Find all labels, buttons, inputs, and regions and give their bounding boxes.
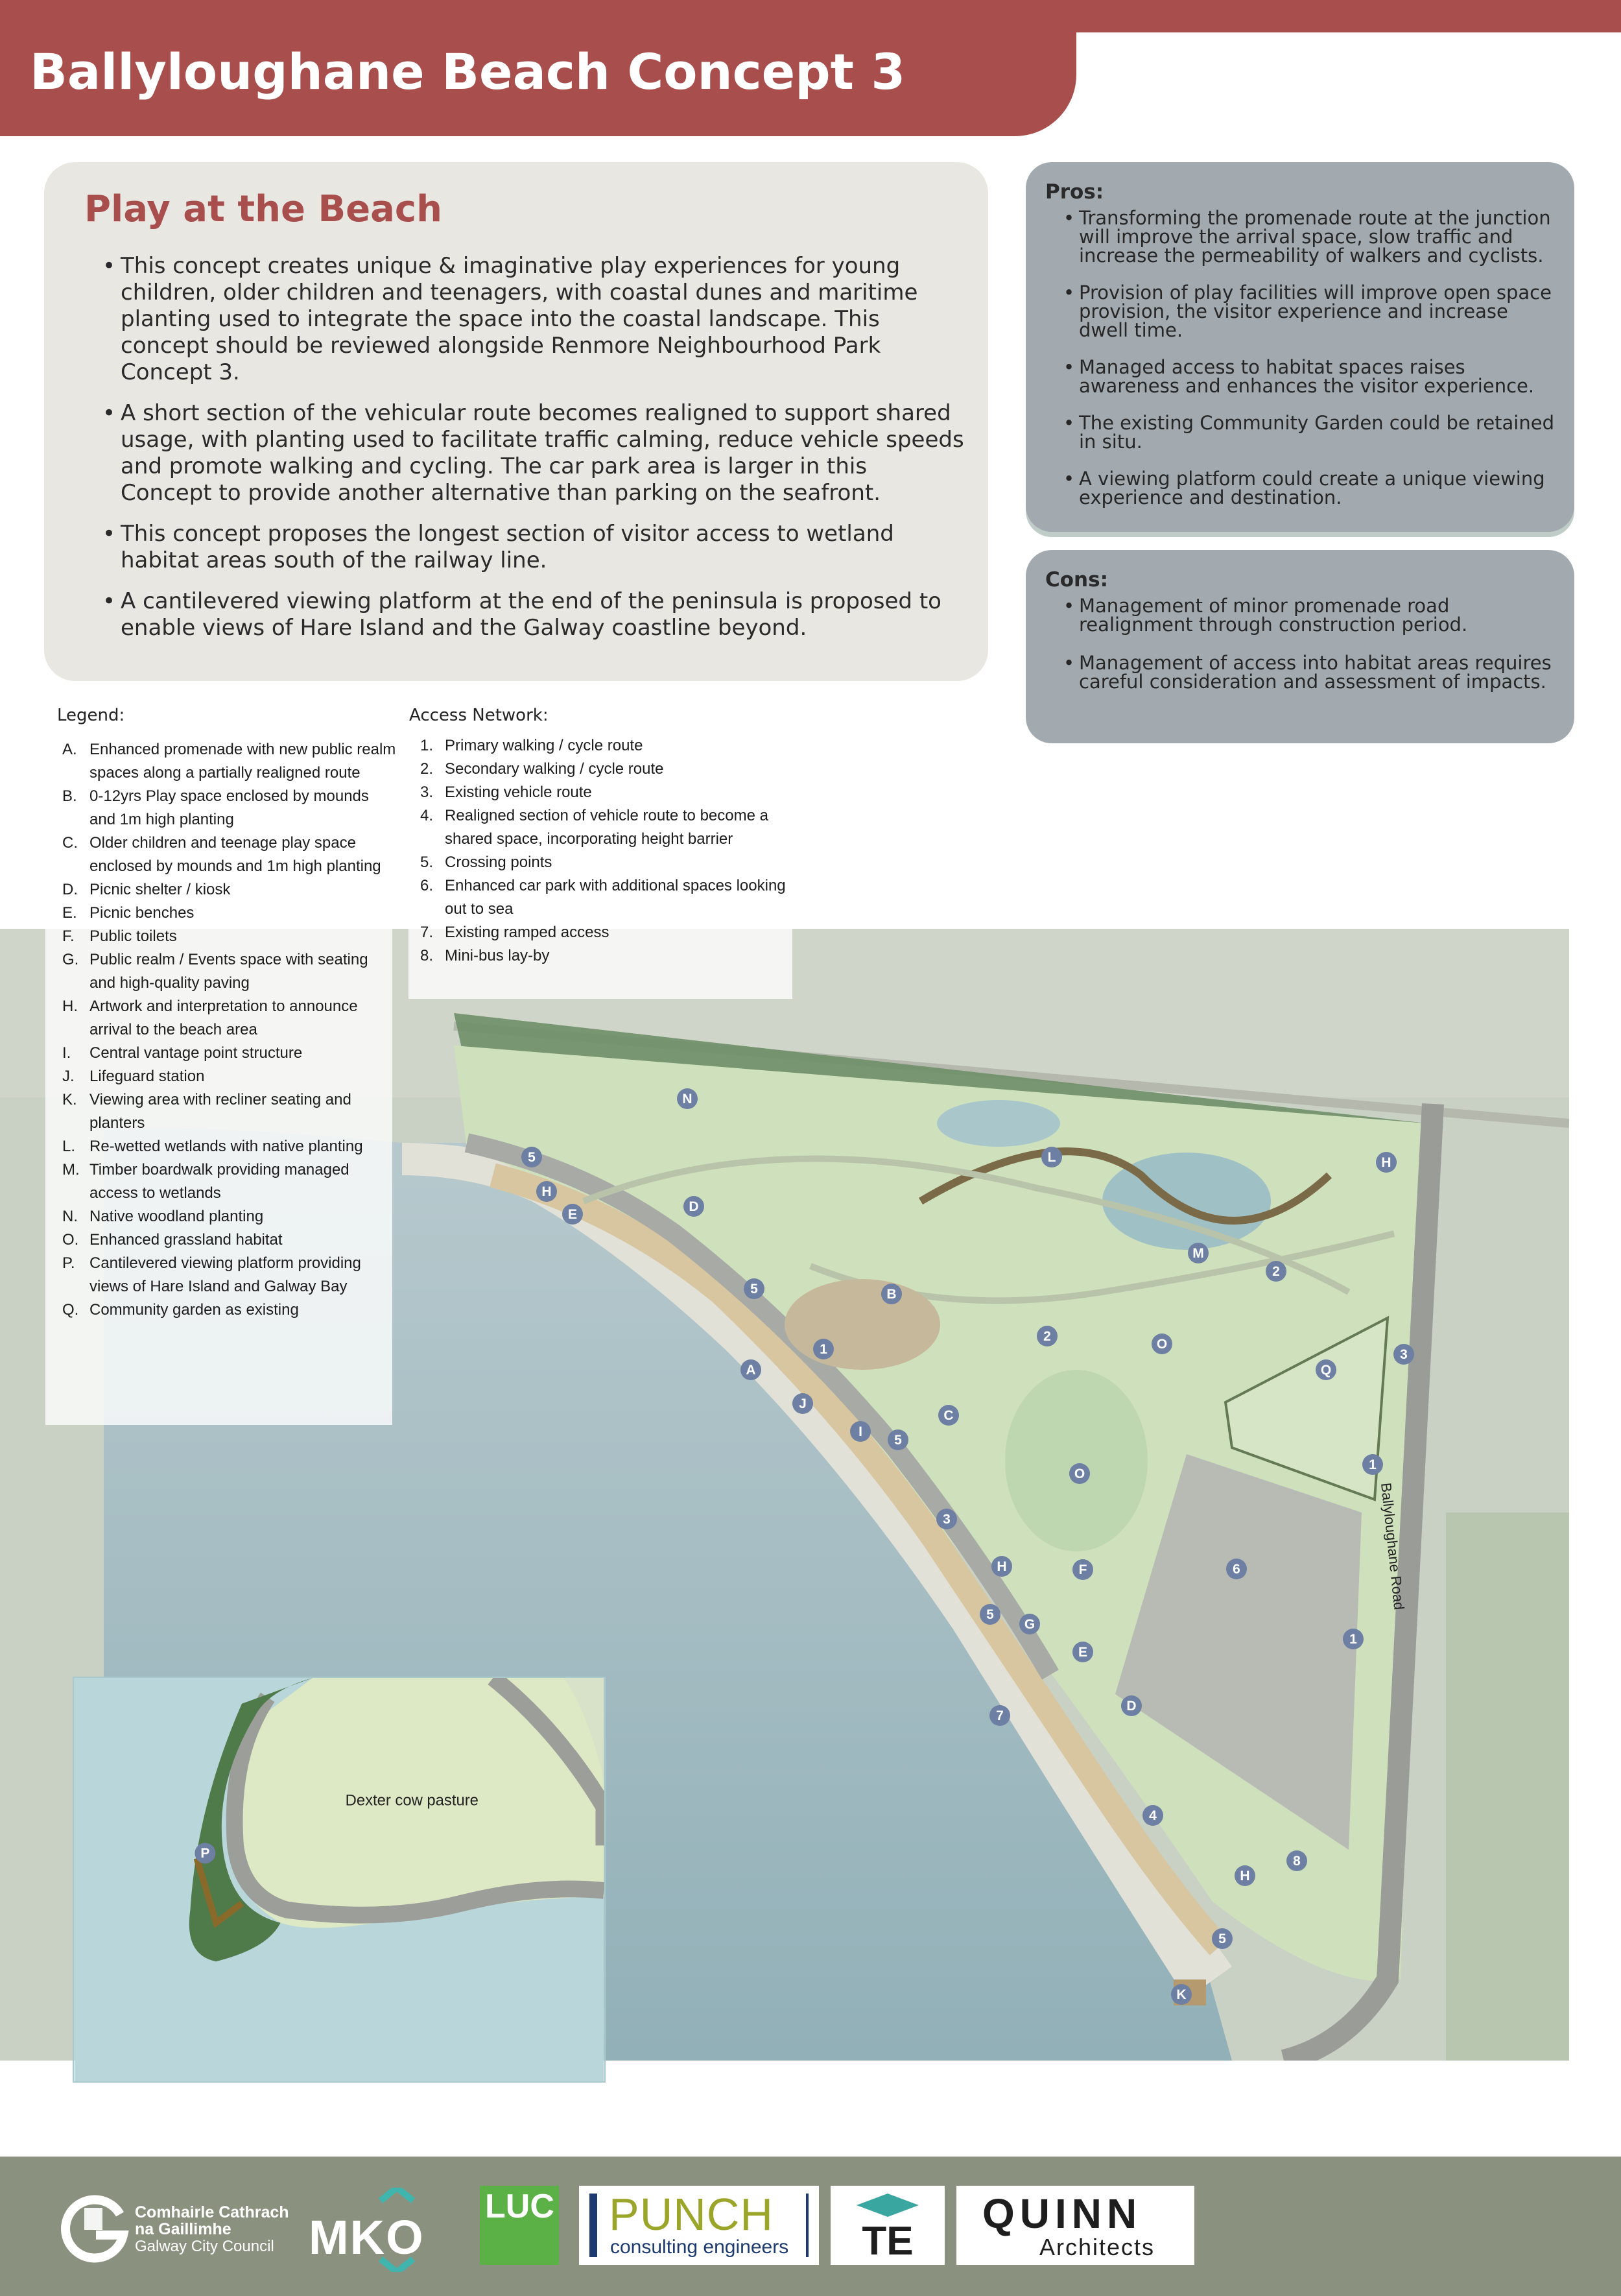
marker-h2 [1376, 1152, 1397, 1173]
svg-text:5: 5 [894, 1433, 902, 1448]
access-item [420, 851, 796, 874]
access-key: 5. [420, 854, 434, 871]
legend-text: Picnic shelter / kiosk [89, 881, 231, 898]
marker-j [792, 1393, 813, 1414]
marker-d1 [683, 1196, 704, 1217]
svg-text:N: N [682, 1092, 692, 1106]
cons-item: • Management of access into habitat areas requires careful consideration and assessment of impacts. [1063, 654, 1556, 691]
svg-text:5: 5 [986, 1607, 994, 1622]
access-text: Enhanced car park with additional spaces looking out to sea [445, 877, 786, 918]
legend-text: Timber boardwalk providing managed access to wetlands [89, 1161, 349, 1202]
marker-e1 [562, 1204, 583, 1225]
marker-o1 [1152, 1333, 1172, 1354]
gcc-sub: Galway City Council [135, 2238, 274, 2255]
legend-item [62, 1298, 396, 1322]
legend-item [62, 1252, 396, 1298]
pros-item: • The existing Community Garden could be retained in situ. [1063, 414, 1556, 451]
svg-text:1: 1 [1349, 1632, 1357, 1647]
marker-h3 [991, 1556, 1012, 1577]
marker-m [1188, 1243, 1209, 1263]
quinn-sub: Architects [1039, 2234, 1155, 2260]
pros-item: • Transforming the promenade route at the junction will improve the arrival space, slow traffic and increase the permeability of walkers and cyclists. [1063, 209, 1556, 265]
legend-item [62, 1135, 396, 1158]
legend-item [62, 1228, 396, 1252]
access-key: 6. [420, 877, 434, 894]
svg-text:L: L [1047, 1150, 1056, 1165]
road-label: Ballyloughane Road [1378, 1481, 1408, 1611]
legend-key: F. [62, 927, 75, 945]
legend-key: C. [62, 834, 78, 852]
punch-sub: consulting engineers [610, 2236, 789, 2258]
legend-item [62, 785, 396, 831]
marker-3b [1393, 1344, 1414, 1365]
intro-bullet: • A cantilevered viewing platform at the end of the peninsula is proposed to enable views of Hare Island and the Galway coastline beyond. [102, 588, 965, 641]
pros-item: • A viewing platform could create a unique viewing experience and destination. [1063, 470, 1556, 507]
legend-item [62, 1205, 396, 1228]
gcc-name: Comhairle Cathrach na Gaillimhe [135, 2203, 289, 2238]
svg-text:P: P [200, 1846, 210, 1861]
intro-bullet-list [102, 253, 965, 656]
legend-key: K. [62, 1091, 77, 1108]
access-key: 3. [420, 783, 434, 801]
legend-key: L. [62, 1138, 76, 1155]
legend-text: Enhanced grassland habitat [89, 1231, 283, 1249]
gcc-emblem-icon [58, 2195, 130, 2266]
svg-text:1: 1 [1369, 1457, 1377, 1472]
marker-3a [936, 1509, 957, 1529]
legend-key: G. [62, 951, 79, 968]
access-key: 2. [420, 760, 434, 778]
access-item [420, 734, 796, 758]
svg-text:O: O [1156, 1337, 1168, 1352]
svg-text:B: B [886, 1287, 897, 1302]
access-text: Existing vehicle route [445, 783, 592, 801]
inset-label: Dexter cow pasture [345, 1791, 479, 1810]
marker-5d [980, 1604, 1000, 1625]
legend-key: E. [62, 904, 77, 922]
marker-4 [1142, 1805, 1163, 1826]
marker-d2 [1121, 1695, 1142, 1716]
legend-item [62, 1158, 396, 1205]
luc-text: LUC [485, 2188, 554, 2225]
svg-text:2: 2 [1043, 1329, 1051, 1344]
marker-5e [1212, 1928, 1233, 1949]
quinn-architects-logo [956, 2186, 1194, 2265]
inset-map [73, 1677, 606, 2083]
svg-text:5: 5 [528, 1150, 536, 1165]
marker-p [195, 1843, 215, 1863]
legend-item [62, 738, 396, 785]
svg-text:H: H [1381, 1155, 1391, 1170]
legend-list [62, 738, 396, 1322]
marker-g [1019, 1614, 1040, 1634]
legend-key: N. [62, 1208, 78, 1225]
marker-h1 [536, 1181, 557, 1202]
legend-text: Enhanced promenade with new public realm spaces along a partially realigned route [89, 741, 396, 782]
access-key: 8. [420, 947, 434, 964]
svg-text:F: F [1078, 1562, 1087, 1577]
page-title: Ballyloughane Beach Concept 3 [30, 43, 906, 101]
legend-text: 0-12yrs Play space enclosed by mounds and 1m high planting [89, 787, 369, 828]
legend-key: D. [62, 881, 78, 898]
access-item [420, 921, 796, 944]
svg-text:3: 3 [1400, 1347, 1408, 1362]
svg-text:7: 7 [996, 1708, 1004, 1723]
svg-text:G: G [1024, 1617, 1035, 1632]
legend-text: Public toilets [89, 927, 177, 945]
marker-1a [813, 1339, 834, 1359]
svg-text:C: C [943, 1408, 954, 1423]
luc-logo [480, 2186, 559, 2265]
svg-text:1: 1 [820, 1342, 827, 1357]
grassland-area [1005, 1370, 1148, 1551]
access-item [420, 944, 796, 968]
svg-text:A: A [746, 1363, 756, 1378]
te-logo [831, 2186, 945, 2265]
legend-text: Older children and teenage play space enclosed by mounds and 1m high planting [89, 834, 381, 875]
punch-right-bar [806, 2194, 809, 2257]
access-text: Secondary walking / cycle route [445, 760, 664, 778]
access-key: 1. [420, 737, 434, 754]
punch-word: PUNCH [609, 2189, 774, 2240]
pros-item: • Managed access to habitat spaces raises awareness and enhances the visitor experience. [1063, 358, 1556, 396]
marker-n [677, 1088, 698, 1109]
legend-key: O. [62, 1231, 79, 1249]
marker-o2 [1069, 1463, 1090, 1484]
marker-q [1316, 1359, 1336, 1380]
svg-text:D: D [689, 1199, 699, 1214]
marker-l [1041, 1147, 1062, 1167]
legend-item [62, 1065, 396, 1088]
intro-panel [44, 162, 988, 681]
pros-panel [1026, 162, 1574, 532]
svg-text:J: J [799, 1396, 807, 1411]
legend-key: B. [62, 787, 77, 805]
legend-text: Viewing area with recliner seating and planters [89, 1091, 351, 1132]
footer-logo-bar [0, 2157, 1621, 2296]
legend-key: P. [62, 1254, 75, 1272]
intro-bullet: • This concept proposes the longest section of visitor access to wetland habitat areas south of the railway line. [102, 521, 965, 574]
marker-e2 [1072, 1642, 1093, 1662]
legend-text: Picnic benches [89, 904, 195, 922]
marker-2b [1266, 1261, 1286, 1282]
access-key: 7. [420, 924, 434, 941]
legend-key: I. [62, 1044, 71, 1062]
svg-text:5: 5 [750, 1282, 758, 1297]
legend-key: A. [62, 741, 77, 758]
svg-text:K: K [1176, 1987, 1187, 2002]
access-text: Primary walking / cycle route [445, 737, 643, 754]
marker-b [881, 1284, 902, 1304]
legend-heading: Legend: [57, 706, 125, 725]
legend-text: Public realm / Events space with seating and high-quality paving [89, 951, 368, 992]
marker-6 [1226, 1559, 1247, 1579]
cons-list [1063, 597, 1556, 711]
marker-5b [744, 1278, 764, 1299]
marker-1b [1362, 1454, 1383, 1475]
access-key: 4. [420, 807, 434, 824]
marker-8 [1286, 1850, 1307, 1871]
pros-item: • Provision of play facilities will improve open space provision, the visitor experience and increase dwell time. [1063, 283, 1556, 340]
cons-heading: Cons: [1045, 568, 1108, 592]
marker-c [938, 1405, 959, 1426]
marker-h4 [1235, 1865, 1255, 1886]
legend-item [62, 1088, 396, 1135]
svg-text:D: D [1126, 1699, 1137, 1714]
access-text: Existing ramped access [445, 924, 609, 941]
legend-key: Q. [62, 1301, 79, 1319]
svg-text:I: I [858, 1424, 862, 1439]
svg-text:E: E [567, 1207, 578, 1222]
legend-item [62, 925, 396, 948]
svg-text:M: M [1192, 1246, 1204, 1261]
svg-text:6: 6 [1233, 1562, 1240, 1577]
access-text: Mini-bus lay-by [445, 947, 550, 964]
te-mark-icon [831, 2186, 945, 2265]
mko-text: MKO [309, 2210, 425, 2264]
access-item [420, 804, 796, 851]
svg-text:8: 8 [1293, 1854, 1301, 1869]
svg-text:5: 5 [1218, 1931, 1226, 1946]
marker-7 [989, 1705, 1010, 1726]
intro-bullet: • This concept creates unique & imaginative play experiences for young children, older children and teenagers, with coastal dunes and maritime planting used to integrate the space into the coastal landscape. This concept should be reviewed alongside Renmore Neighbourhood Park Concept 3. [102, 253, 965, 386]
svg-text:2: 2 [1272, 1264, 1280, 1279]
access-item [420, 758, 796, 781]
gcc-text [135, 2204, 297, 2256]
svg-text:H: H [997, 1559, 1007, 1574]
svg-text:4: 4 [1149, 1808, 1157, 1823]
legend-item [62, 831, 396, 878]
svg-text:3: 3 [943, 1512, 951, 1527]
legend-item [62, 948, 396, 995]
legend-text: Native woodland planting [89, 1208, 264, 1225]
access-network-heading: Access Network: [409, 706, 549, 725]
punch-bar [589, 2194, 597, 2257]
legend-key: J. [62, 1068, 75, 1085]
svg-text:O: O [1074, 1466, 1085, 1481]
mko-logo [306, 2188, 442, 2272]
legend-text: Lifeguard station [89, 1068, 205, 1085]
legend-item [62, 878, 396, 902]
intro-heading: Play at the Beach [84, 188, 442, 230]
access-text: Realigned section of vehicle route to become a shared space, incorporating height barrier [445, 807, 768, 848]
marker-5c [888, 1429, 908, 1450]
svg-text:E: E [1078, 1645, 1088, 1660]
marker-k [1171, 1984, 1192, 2005]
pros-heading: Pros: [1045, 180, 1104, 204]
marker-a [740, 1359, 761, 1380]
legend-item [62, 995, 396, 1042]
wetland-pond-west [937, 1100, 1060, 1147]
marker-2a [1037, 1326, 1058, 1346]
legend-text: Artwork and interpretation to announce arrival to the beach area [89, 998, 358, 1038]
legend-text: Cantilevered viewing platform providing views of Hare Island and Galway Bay [89, 1254, 361, 1295]
legend-item [62, 902, 396, 925]
punch-logo [579, 2186, 819, 2265]
title-bar [0, 0, 1076, 136]
marker-f [1072, 1559, 1093, 1580]
marker-5a [521, 1147, 542, 1167]
cons-item: • Management of minor promenade road realignment through construction period. [1063, 597, 1556, 634]
access-item [420, 781, 796, 804]
svg-text:H: H [541, 1184, 552, 1199]
intro-bullet: • A short section of the vehicular route becomes realigned to support shared usage, with planting used to facilitate traffic calming, reduce vehicle speeds and promote walking and cycling. The car park area is larger in this Concept to provide another alternative than parking on the seafront. [102, 400, 965, 507]
svg-text:H: H [1240, 1869, 1250, 1883]
legend-key: M. [62, 1161, 80, 1178]
access-item [420, 874, 796, 921]
cons-panel [1026, 550, 1574, 743]
access-text: Crossing points [445, 854, 552, 871]
legend-text: Re-wetted wetlands with native planting [89, 1138, 363, 1155]
legend-item [62, 1042, 396, 1065]
marker-1c [1343, 1629, 1364, 1649]
galway-city-council-logo [58, 2192, 292, 2270]
access-network-list [420, 734, 796, 968]
marker-i [850, 1421, 871, 1442]
legend-text: Community garden as existing [89, 1301, 299, 1319]
residential-area [1446, 1513, 1569, 2061]
legend-text: Central vantage point structure [89, 1044, 303, 1062]
quinn-word: QUINN [982, 2190, 1142, 2237]
pros-list [1063, 209, 1556, 525]
legend-key: H. [62, 998, 78, 1015]
svg-text:Q: Q [1320, 1363, 1332, 1378]
svg-text:TE: TE [862, 2219, 914, 2264]
play-area [785, 1279, 940, 1370]
